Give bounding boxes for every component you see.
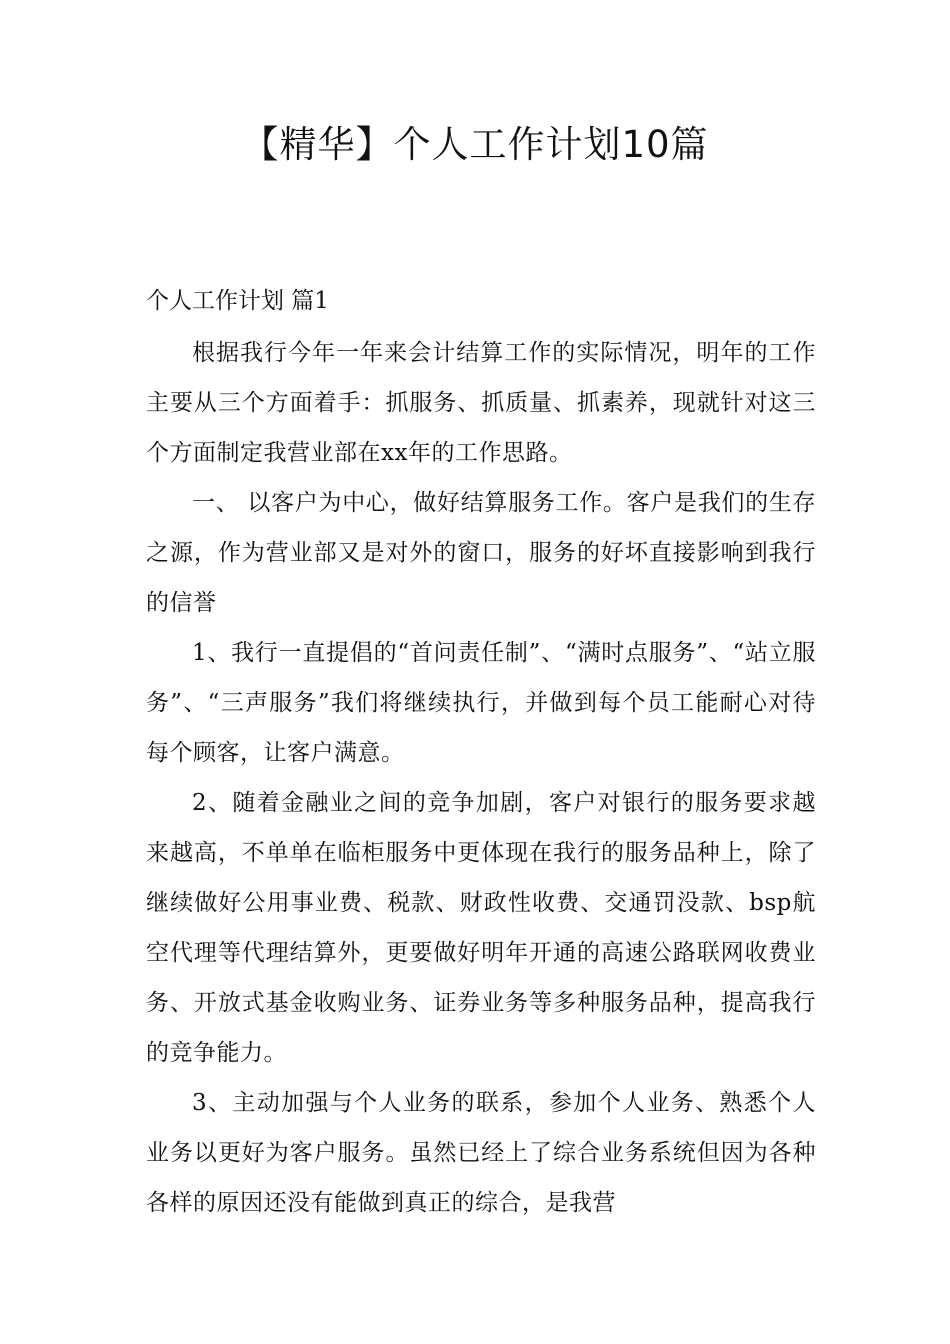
document-body: [146, 328, 816, 1228]
paragraph-point-one: 一、 以客户为中心，做好结算服务工作。客户是我们的生存之源，作为营业部又是对外的窗口，服务的好坏直接影响到我行的信誉: [146, 490, 816, 616]
section-heading: 个人工作计划 篇1: [146, 288, 329, 314]
paragraph-item-1: 1、我行一直提倡的“首问责任制”、“满时点服务”、“站立服务”、“三声服务”我们将继续执行，并做到每个员工能耐心对待每个顾客，让客户满意。: [146, 640, 816, 766]
document-title: 【精华】个人工作计划10篇: [241, 123, 709, 166]
paragraph-item-2: 2、随着金融业之间的竞争加剧，客户对银行的服务要求越来越高，不单单在临柜服务中更体现在我行的服务品种上，除了继续做好公用事业费、税款、财政性收费、交通罚没款、bsp航空代理等代理结算外，更要做好明年开通的高速公路联网收费业务、开放式基金收购业务、证券业务等多种服务品种，提高我行的竞争能力。: [146, 790, 816, 1066]
paragraph-item-3: 3、主动加强与个人业务的联系，参加个人业务、熟悉个人业务以更好为客户服务。虽然已经上了综合业务系统但因为各种各样的原因还没有能做到真正的综合，是我营: [146, 1090, 816, 1216]
paragraph-intro: 根据我行今年一年来会计结算工作的实际情况，明年的工作主要从三个方面着手：抓服务、抓质量、抓素养，现就针对这三个方面制定我营业部在xx年的工作思路。: [146, 340, 816, 466]
